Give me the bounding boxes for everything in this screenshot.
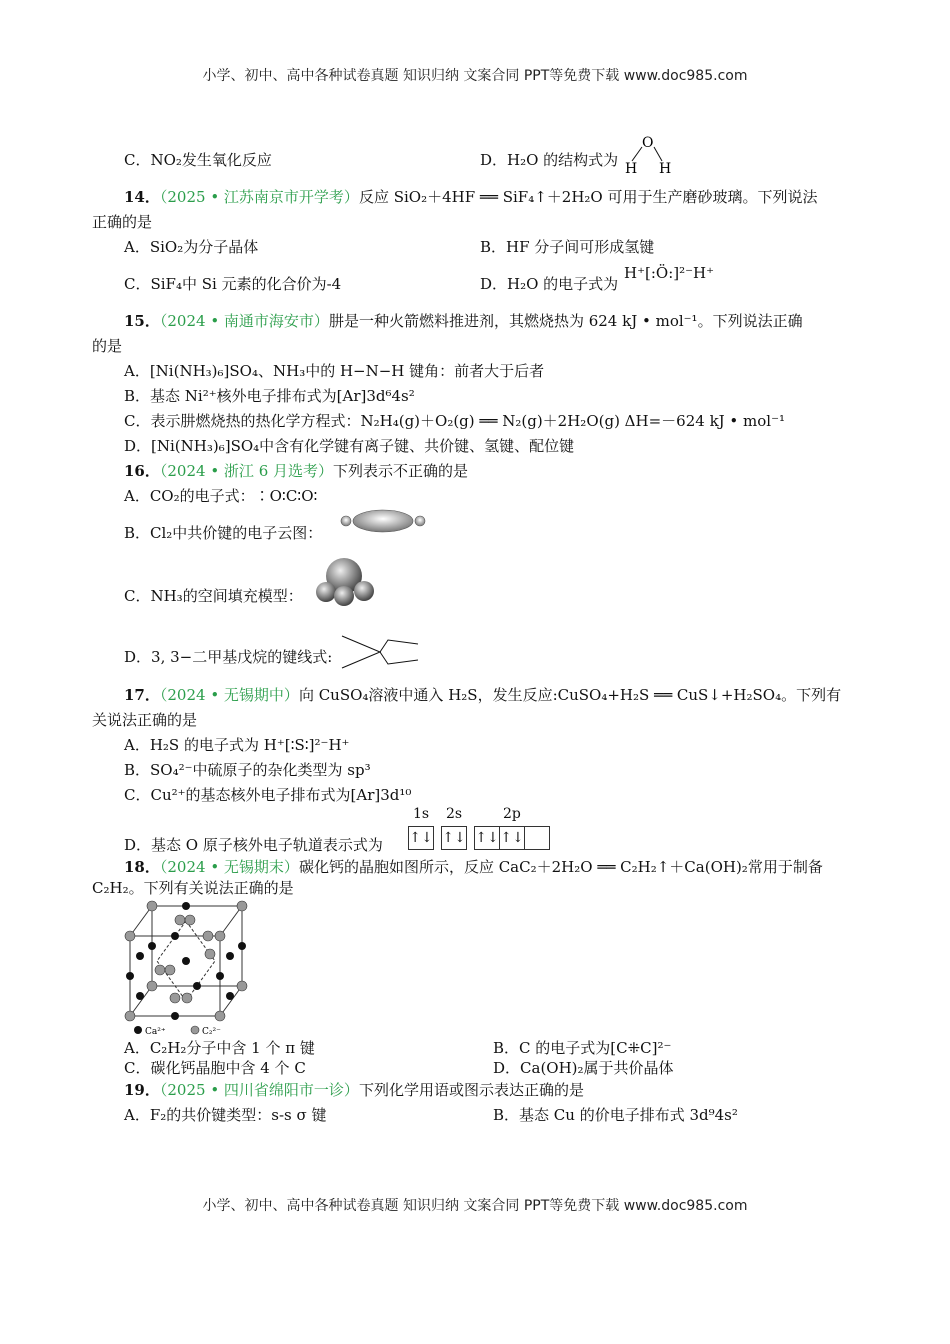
q15-option-a: A．[Ni(NH₃)₆]SO₄、NH₃中的 H−N−H 键角：前者大于后者 — [124, 362, 545, 380]
orbital-diagram — [408, 806, 553, 852]
calcium-carbide-unit-cell-figure — [120, 896, 250, 1038]
q18-stem-cont: C₂H₂。下列有关说法正确的是 — [92, 879, 294, 897]
q14-option-a: A．SiO₂为分子晶体 — [124, 238, 259, 256]
q16-stem: 16．（2024 • 浙江 6 月选考）下列表示不正确的是 — [124, 462, 469, 480]
q16-option-d: D．3, 3−二甲基戊烷的键线式: — [124, 648, 333, 666]
q15-option-d: D．[Ni(NH₃)₆]SO₄中含有化学键有离子键、共价键、氢键、配位键 — [124, 437, 575, 455]
q15-stem-cont: 的是 — [92, 337, 123, 355]
water-electron-formula: H⁺[:Ö:]²⁻H⁺ — [624, 264, 715, 282]
legend-ca: Ca²⁺ — [145, 1027, 166, 1037]
q14-option-d: D．H₂O 的电子式为 — [480, 275, 619, 293]
q18-option-a: A．C₂H₂分子中含 1 个 π 键 — [124, 1039, 315, 1057]
q13-option-d: D．H₂O 的结构式为 — [480, 151, 619, 169]
orbital-box-2p-3 — [524, 826, 550, 850]
q14-option-c: C．SiF₄中 Si 元素的化合价为-4 — [124, 275, 342, 293]
q18-option-b: B．C 的电子式为[C⁜C]²⁻ — [493, 1039, 672, 1057]
q18-option-d: D．Ca(OH)₂属于共价晶体 — [493, 1059, 674, 1077]
svg-text:O: O — [642, 135, 654, 151]
legend-c2: C₂²⁻ — [202, 1027, 221, 1037]
q18-option-c: C．碳化钙晶胞中含 4 个 C — [124, 1059, 306, 1077]
q14-stem: 14．（2025 • 江苏南京市开学考）反应 SiO₂＋4HF ══ SiF₄↑＋2H₂O 可用于生产磨砂玻璃。下列说法 — [124, 188, 818, 206]
q16-option-c: C．NH₃的空间填充模型： — [124, 587, 303, 605]
orbital-label-1s: 1s — [413, 806, 430, 822]
orbital-label-2s: 2s — [446, 806, 463, 822]
svg-text:H: H — [659, 161, 672, 177]
q19-option-b: B．基态 Cu 的价电子排布式 3d⁹4s² — [493, 1106, 738, 1124]
orbital-box-2s: ↑↓ — [441, 826, 467, 850]
q16-option-b: B．Cl₂中共价键的电子云图： — [124, 524, 323, 542]
q14-stem-cont: 正确的是 — [92, 213, 153, 231]
q19-stem: 19．（2025 • 四川省绵阳市一诊）下列化学用语或图示表达正确的是 — [124, 1081, 584, 1099]
cl2-electron-cloud-figure — [338, 508, 428, 534]
page-header: 小学、初中、高中各种试卷真题 知识归纳 文案合同 PPT等免费下载 www.doc985.com — [202, 68, 748, 84]
q17-stem: 17．（2024 • 无锡期中）向 CuSO₄溶液中通入 H₂S，发生反应:CuSO₄+H₂S ══ CuS↓+H₂SO₄。下列有 — [124, 686, 842, 704]
q19-option-a: A．F₂的共价键类型：s-s σ 键 — [124, 1106, 327, 1124]
skeletal-formula-figure — [340, 634, 420, 670]
orbital-box-2p-2: ↑↓ — [499, 826, 525, 850]
nh3-space-filling-model — [314, 556, 378, 608]
orbital-box-1s: ↑↓ — [408, 826, 434, 850]
q15-option-c: C．表示肼燃烧热的热化学方程式：N₂H₄(g)＋O₂(g) ══ N₂(g)＋2H₂O(g) ΔH=－624 kJ • mol⁻¹ — [124, 412, 786, 430]
water-structural-formula — [622, 133, 672, 175]
q17-option-a: A．H₂S 的电子式为 H⁺[∶S∶]²⁻H⁺ — [124, 736, 350, 754]
q17-option-d: D．基态 O 原子核外电子轨道表示式为 — [124, 836, 383, 854]
svg-text:H: H — [625, 161, 638, 177]
orbital-box-2p-1: ↑↓ — [474, 826, 500, 850]
q15-stem: 15．（2024 • 南通市海安市）肼是一种火箭燃料推进剂，其燃烧热为 624 kJ • mol⁻¹。下列说法正确 — [124, 312, 803, 330]
q13-option-c: C．NO₂发生氧化反应 — [124, 151, 272, 169]
q17-stem-cont: 关说法正确的是 — [92, 711, 198, 729]
q17-option-b: B．SO₄²⁻中硫原子的杂化类型为 sp³ — [124, 761, 371, 779]
q18-stem: 18．（2024 • 无锡期末）碳化钙的晶胞如图所示，反应 CaC₂＋2H₂O ══ C₂H₂↑＋Ca(OH)₂常用于制备 — [124, 858, 823, 876]
page-footer: 小学、初中、高中各种试卷真题 知识归纳 文案合同 PPT等免费下载 www.doc985.com — [202, 1198, 748, 1214]
q14-option-b: B．HF 分子间可形成氢键 — [480, 238, 655, 256]
orbital-label-2p: 2p — [503, 806, 521, 822]
q17-option-c: C．Cu²⁺的基态核外电子排布式为[Ar]3d¹⁰ — [124, 786, 412, 804]
q16-option-a: A．CO₂的电子式：∶O∶C∶O∶ — [124, 487, 318, 505]
q15-option-b: B．基态 Ni²⁺核外电子排布式为[Ar]3d⁶4s² — [124, 387, 415, 405]
